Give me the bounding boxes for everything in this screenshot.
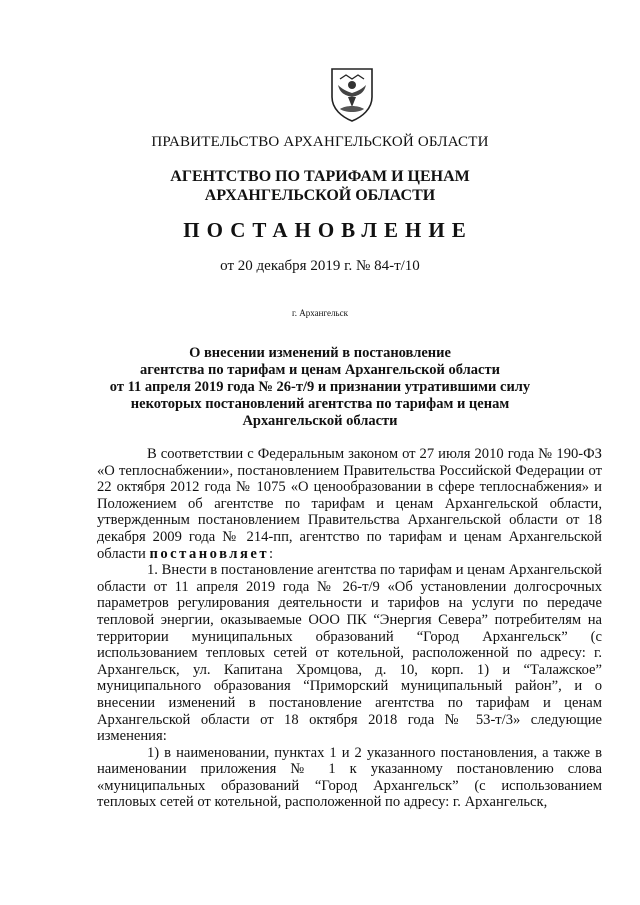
subject-line: некоторых постановлений агентства по тарифам и ценам (130, 396, 510, 412)
document-date-number: от 20 декабря 2019 г. № 84-т/10 (220, 258, 420, 274)
document-type: ПОСТАНОВЛЕНИЕ (183, 218, 473, 242)
paragraph-preamble (97, 446, 602, 562)
subject-line: Архангельской области (242, 413, 398, 429)
agency-name (0, 167, 640, 205)
document-subject (0, 345, 640, 430)
government-name: ПРАВИТЕЛЬСТВО АРХАНГЕЛЬСКОЙ ОБЛАСТИ (151, 134, 489, 150)
paragraph-subitem-1: 1) в наименовании, пунктах 1 и 2 указанного постановления, а также в наименовании приложения № 1 к указанному постановлению слова «муниципальных образований “Город Архангельск” (с использованием тепловых сетей от котельной, расположенной по адресу: г. Архангельск, (97, 744, 602, 811)
agency-name-line: АРХАНГЕЛЬСКОЙ ОБЛАСТИ (204, 187, 436, 204)
preamble-end: : (269, 545, 274, 562)
agency-name-line: АГЕНТСТВО ПО ТАРИФАМ И ЦЕНАМ (170, 168, 470, 185)
subject-line: от 11 апреля 2019 года № 26-т/9 и признании утратившими силу (109, 379, 531, 395)
document-body (97, 446, 602, 811)
preamble-text: В соответствии с Федеральным законом от 27 июля 2010 года № 190-ФЗ «О теплоснабжении», постановлением Правительства Российской Федерации от 22 октября 2012 года № 1075 «О ценообразовании в сфере теплоснабжения» и Положением об агентстве по тарифам и ценам Архангельской области, утвержденным постановлением Правительства Архангельской области от 18 декабря 2009 года № 214-пп, агентство по тарифам и ценам Архангельской области (97, 446, 602, 562)
subject-line: агентства по тарифам и ценам Архангельской области (140, 362, 500, 378)
coat-of-arms-icon (326, 63, 378, 123)
subject-line: О внесении изменений в постановление (189, 345, 451, 361)
resolves-word: постановляет (149, 545, 270, 562)
document-city: г. Архангельск (292, 308, 348, 318)
paragraph-item-1: 1. Внести в постановление агентства по тарифам и ценам Архангельской области от 11 апреля 2019 года № 26-т/9 «Об установлении долгосрочных параметров регулирования деятельности и тарифов на услуги по передаче тепловой энергии, оказываемые ООО ПК “Энергия Севера” потребителям на территории муниципальных образований “Город Архангельск” (с использованием тепловых сетей от котельной, расположенной по адресу: г. Архангельск, ул. Капитана Хромцова, д. 10, корп. 1) и “Талажское” муниципального образования “Приморский муниципальный район”, и о внесении изменений в постановление агентства по тарифам и ценам Архангельской области от 18 октября 2018 года № 53-т/3» следующие изменения: (97, 562, 602, 745)
